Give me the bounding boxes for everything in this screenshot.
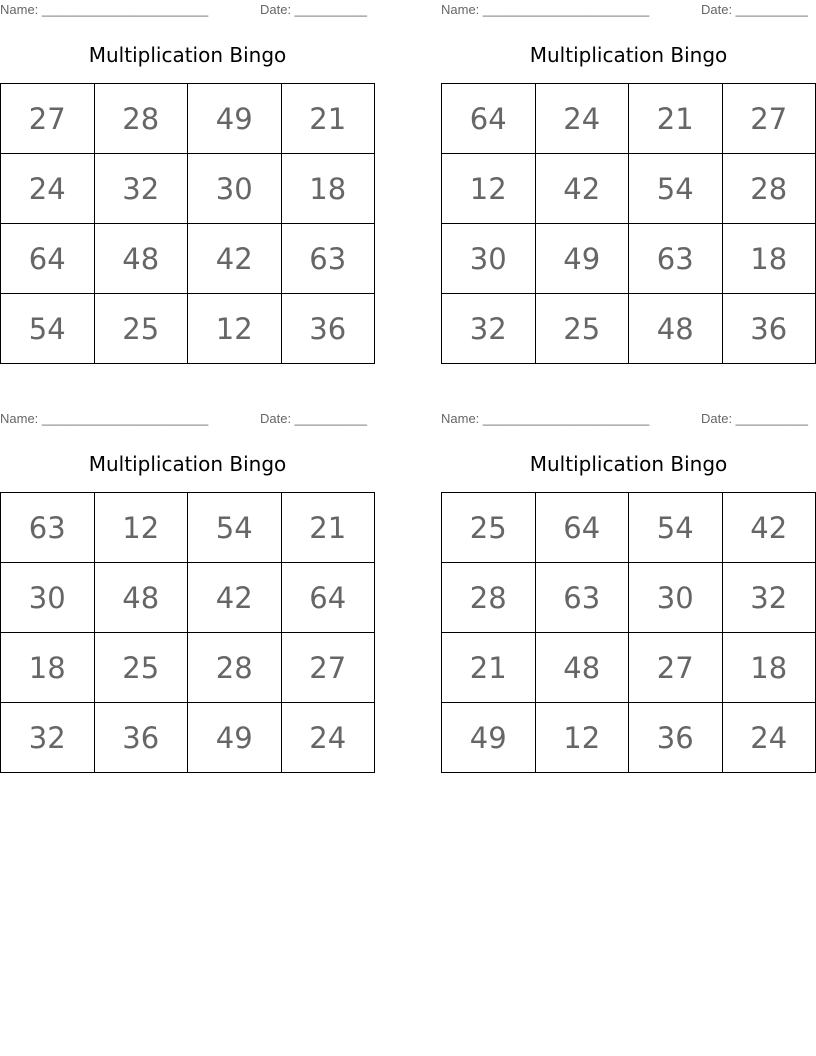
bingo-cell: 21 (629, 84, 723, 154)
bingo-cell: 28 (442, 563, 536, 633)
bingo-cell: 48 (94, 224, 188, 294)
name-field: Name: _______________________ (441, 411, 650, 426)
bingo-cell: 25 (94, 633, 188, 703)
bingo-cell: 27 (1, 84, 95, 154)
name-date-row (441, 2, 816, 18)
date-field: Date: __________ (260, 2, 367, 17)
name-date-row (0, 411, 375, 427)
bingo-cell: 30 (188, 154, 282, 224)
bingo-cell: 25 (442, 493, 536, 563)
bingo-card (0, 0, 375, 365)
bingo-cell: 48 (94, 563, 188, 633)
date-field: Date: __________ (260, 411, 367, 426)
name-field: Name: _______________________ (0, 2, 209, 17)
bingo-cell: 28 (188, 633, 282, 703)
name-field: Name: _______________________ (441, 2, 650, 17)
bingo-cell: 36 (281, 294, 375, 364)
bingo-row (442, 224, 816, 294)
bingo-row (442, 154, 816, 224)
bingo-cell: 18 (722, 633, 816, 703)
bingo-card (441, 409, 816, 774)
bingo-cell: 63 (281, 224, 375, 294)
card-title: Multiplication Bingo (529, 43, 728, 67)
bingo-grid (441, 492, 816, 773)
bingo-cell: 64 (281, 563, 375, 633)
bingo-cell: 36 (629, 703, 723, 773)
bingo-row (442, 563, 816, 633)
bingo-cell: 32 (722, 563, 816, 633)
bingo-cell: 63 (629, 224, 723, 294)
bingo-cell: 30 (442, 224, 536, 294)
date-field: Date: __________ (701, 411, 808, 426)
bingo-cell: 24 (722, 703, 816, 773)
bingo-cell: 32 (1, 703, 95, 773)
bingo-card (441, 0, 816, 365)
bingo-cell: 42 (188, 224, 282, 294)
bingo-cell: 49 (535, 224, 629, 294)
bingo-cell: 25 (94, 294, 188, 364)
bingo-grid (0, 83, 375, 364)
bingo-cell: 27 (281, 633, 375, 703)
bingo-row (1, 224, 375, 294)
bingo-cell: 48 (535, 633, 629, 703)
bingo-cell: 12 (188, 294, 282, 364)
bingo-cell: 12 (94, 493, 188, 563)
bingo-row (1, 703, 375, 773)
bingo-card (0, 409, 375, 774)
bingo-cell: 54 (629, 154, 723, 224)
name-date-row (441, 411, 816, 427)
bingo-cell: 32 (94, 154, 188, 224)
bingo-cell: 18 (281, 154, 375, 224)
bingo-cell: 32 (442, 294, 536, 364)
bingo-cell: 54 (629, 493, 723, 563)
bingo-cell: 25 (535, 294, 629, 364)
bingo-row (1, 294, 375, 364)
bingo-cell: 48 (629, 294, 723, 364)
bingo-cell: 27 (722, 84, 816, 154)
bingo-cell: 30 (1, 563, 95, 633)
bingo-cell: 28 (722, 154, 816, 224)
bingo-cell: 36 (94, 703, 188, 773)
bingo-grid (0, 492, 375, 773)
bingo-cell: 12 (442, 154, 536, 224)
bingo-cell: 21 (442, 633, 536, 703)
bingo-cell: 54 (188, 493, 282, 563)
bingo-cell: 49 (442, 703, 536, 773)
bingo-cell: 64 (535, 493, 629, 563)
bingo-cell: 12 (535, 703, 629, 773)
bingo-row (1, 493, 375, 563)
bingo-cell: 36 (722, 294, 816, 364)
bingo-cell: 18 (722, 224, 816, 294)
bingo-cell: 28 (94, 84, 188, 154)
name-field: Name: _______________________ (0, 411, 209, 426)
bingo-cell: 30 (629, 563, 723, 633)
card-title: Multiplication Bingo (88, 452, 287, 476)
bingo-cell: 64 (442, 84, 536, 154)
bingo-cell: 63 (535, 563, 629, 633)
bingo-cell: 18 (1, 633, 95, 703)
bingo-cell: 42 (535, 154, 629, 224)
bingo-cell: 54 (1, 294, 95, 364)
bingo-cell: 24 (535, 84, 629, 154)
bingo-cell: 42 (722, 493, 816, 563)
bingo-cell: 27 (629, 633, 723, 703)
bingo-cell: 24 (281, 703, 375, 773)
bingo-row (442, 703, 816, 773)
bingo-row (442, 84, 816, 154)
bingo-cell: 42 (188, 563, 282, 633)
bingo-row (1, 563, 375, 633)
bingo-cell: 63 (1, 493, 95, 563)
bingo-grid (441, 83, 816, 364)
bingo-row (1, 154, 375, 224)
card-title: Multiplication Bingo (529, 452, 728, 476)
bingo-cell: 21 (281, 84, 375, 154)
card-title: Multiplication Bingo (88, 43, 287, 67)
bingo-row (1, 84, 375, 154)
date-field: Date: __________ (701, 2, 808, 17)
bingo-cell: 49 (188, 84, 282, 154)
name-date-row (0, 2, 375, 18)
bingo-row (442, 294, 816, 364)
bingo-cell: 49 (188, 703, 282, 773)
bingo-row (442, 633, 816, 703)
bingo-cell: 21 (281, 493, 375, 563)
bingo-row (1, 633, 375, 703)
bingo-row (442, 493, 816, 563)
bingo-cell: 24 (1, 154, 95, 224)
bingo-cell: 64 (1, 224, 95, 294)
